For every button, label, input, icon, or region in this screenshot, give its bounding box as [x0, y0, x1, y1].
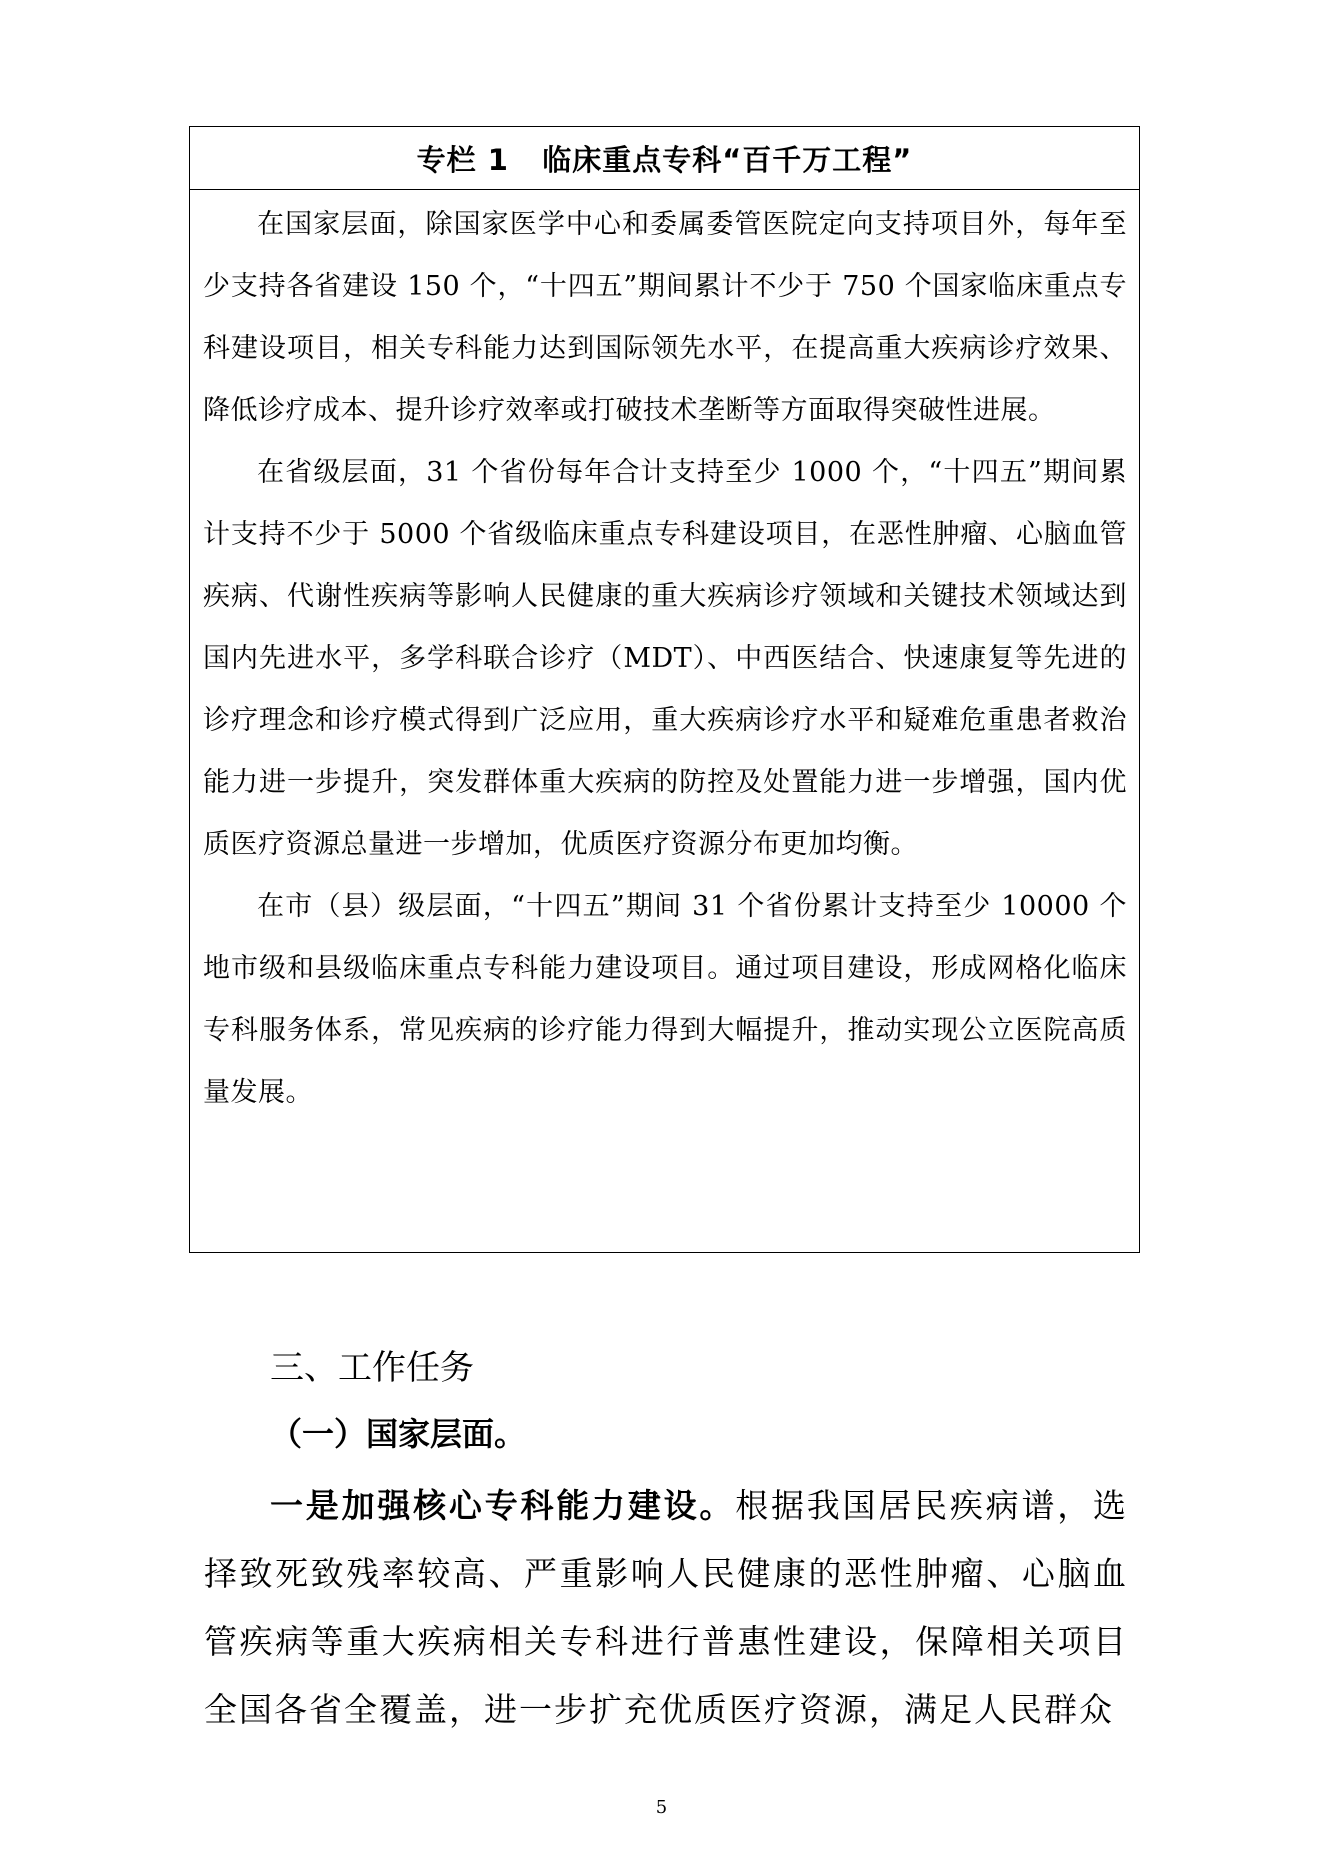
feature-paragraph-city-county: 在市（县）级层面，“十四五”期间 31 个省份累计支持至少 10000 个地市级和县级临床重点专科能力建设项目。通过项目建设，形成网格化临床专科服务体系，常见疾病的诊疗能力得到大幅提升，推动实现公立医院高质量发展。	[203, 891, 1127, 1108]
section-heading: 三、工作任务	[270, 1348, 474, 1388]
feature-box-body	[190, 190, 1139, 1124]
body-paragraph-lead: 一是加强核心专科能力建设。	[270, 1486, 736, 1525]
body-paragraph-text: 根据我国居民疾病谱，选择致死致残率较高、严重影响人民健康的恶性肿瘤、心脑血管疾病等重大疾病相关专科进行普惠性建设，保障相关项目全国各省全覆盖，进一步扩充优质医疗资源，满足人民群众	[204, 1486, 1129, 1729]
feature-box-title: 专栏 1 临床重点专科“百千万工程”	[190, 127, 1139, 190]
subsection-heading: （一）国家层面。	[270, 1415, 527, 1453]
feature-paragraph-provincial: 在省级层面，31 个省份每年合计支持至少 1000 个，“十四五”期间累计支持不少于 5000 个省级临床重点专科建设项目，在恶性肿瘤、心脑血管疾病、代谢性疾病等影响人民健康的重大疾病诊疗领域和关键技术领域达到国内先进水平，多学科联合诊疗（MDT）、中西医结合、快速康复等先进的诊疗理念和诊疗模式得到广泛应用，重大疾病诊疗水平和疑难危重患者救治能力进一步提升，突发群体重大疾病的防控及处置能力进一步增强，国内优质医疗资源总量进一步增加，优质医疗资源分布更加均衡。	[203, 457, 1127, 860]
feature-box	[189, 126, 1140, 1253]
page-number: 5	[655, 1797, 668, 1818]
feature-paragraph-national: 在国家层面，除国家医学中心和委属委管医院定向支持项目外，每年至少支持各省建设 150 个，“十四五”期间累计不少于 750 个国家临床重点专科建设项目，相关专科能力达到国际领先水平，在提高重大疾病诊疗效果、降低诊疗成本、提升诊疗效率或打破技术垄断等方面取得突破性进展。	[203, 209, 1127, 426]
body-paragraph	[204, 1472, 1128, 1744]
